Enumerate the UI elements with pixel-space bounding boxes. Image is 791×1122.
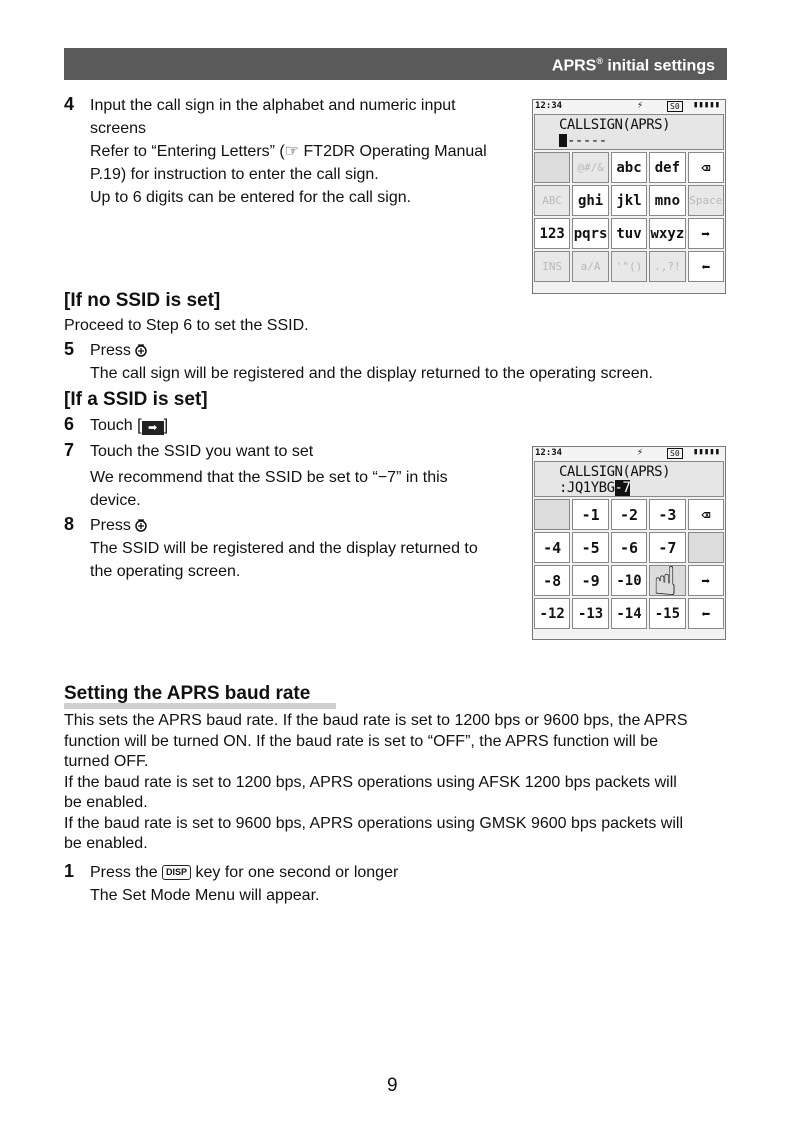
- s0-badge-icon: S0: [667, 101, 683, 112]
- keypad-key[interactable]: -5: [572, 532, 608, 563]
- callsign-input-screen: [532, 99, 726, 294]
- keypad-key[interactable]: pqrs: [572, 218, 608, 249]
- status-bar: 12:34 ⚡ S0 ▮▮▮▮▮: [533, 447, 725, 461]
- keypad-key[interactable]: -4: [534, 532, 570, 563]
- ssid-heading: [If a SSID is set]: [64, 389, 208, 410]
- keypad-key[interactable]: ⌫: [688, 499, 724, 530]
- disp-key-icon: DISP: [162, 865, 191, 880]
- keypad-key[interactable]: a/A: [572, 251, 608, 282]
- keypad-key[interactable]: mno: [649, 185, 685, 216]
- pointing-hand-icon: ☝: [653, 559, 678, 605]
- keypad-key[interactable]: -15: [649, 598, 685, 629]
- keypad-key[interactable]: ⬅: [688, 598, 724, 629]
- keypad-key[interactable]: ABC: [534, 185, 570, 216]
- keypad-key[interactable]: ➡: [688, 565, 724, 596]
- step-number: 7: [64, 440, 75, 460]
- step-number: 8: [64, 514, 75, 534]
- keypad-key[interactable]: 123: [534, 218, 570, 249]
- keypad: [533, 150, 725, 284]
- keypad-key[interactable]: '"(): [611, 251, 647, 282]
- keypad-key[interactable]: abc: [611, 152, 647, 183]
- battery-icon: ▮▮▮▮▮: [693, 447, 721, 457]
- screen-title: CALLSIGN(APRS) -----: [534, 114, 724, 150]
- s0-badge-icon: S0: [667, 448, 683, 459]
- no-ssid-heading: [If no SSID is set]: [64, 290, 221, 311]
- battery-icon: ▮▮▮▮▮: [693, 100, 721, 110]
- step-text: Input the call sign in the alphabet and numeric input screens Refer to “Entering Letters” (☞ FT2DR Operating Manual P.19) for instruction to enter the call sign. Up to 6 digits can be entered for the call sign.: [90, 97, 487, 206]
- keypad-key[interactable]: -7: [649, 532, 685, 563]
- header-bar: [64, 48, 727, 80]
- cursor: [559, 134, 567, 147]
- keypad-key[interactable]: INS: [534, 251, 570, 282]
- keypad-key[interactable]: -14: [611, 598, 647, 629]
- keypad-key[interactable]: ⌫: [688, 152, 724, 183]
- step-text: Press The call sign will be registered and the display returned to the operating screen.: [90, 342, 653, 382]
- keypad: [533, 497, 725, 631]
- keypad-key[interactable]: ➡: [688, 218, 724, 249]
- baud-description: This sets the APRS baud rate. If the baud rate is set to 1200 bps or 9600 bps, the APRS function will be turned ON. If the baud rate is set to “OFF”, the APRS function will be turned OFF. If the baud rate is set to 1200 bps, APRS operations using AFSK 1200 bps packets will be enabled. If the baud rate is set to 9600 bps, APRS operations using GMSK 9600 bps packets will be enabled.: [64, 712, 688, 852]
- arrow-right-icon: ➡: [142, 421, 164, 435]
- keypad-key[interactable]: -2: [611, 499, 647, 530]
- step-number: 6: [64, 414, 75, 434]
- signal-icon: ⚡: [637, 100, 644, 111]
- status-bar: 12:34 ⚡ S0 ▮▮▮▮▮: [533, 100, 725, 114]
- keypad-key[interactable]: jkl: [611, 185, 647, 216]
- step-number: 5: [64, 339, 75, 359]
- keypad-key[interactable]: def: [649, 152, 685, 183]
- keypad-key[interactable]: -13: [572, 598, 608, 629]
- keypad-key[interactable]: -3: [649, 499, 685, 530]
- step-text: Press The SSID will be registered and the display returned to the operating screen.: [90, 517, 478, 580]
- step-number: 4: [64, 94, 75, 114]
- keypad-key[interactable]: [688, 532, 724, 563]
- ssid-select-screen: [532, 446, 726, 640]
- ptt-button-icon: [135, 518, 147, 532]
- keypad-key[interactable]: -12: [534, 598, 570, 629]
- keypad-key[interactable]: .,?!: [649, 251, 685, 282]
- section-title: Setting the APRS baud rate: [64, 683, 311, 704]
- no-ssid-text: Proceed to Step 6 to set the SSID.: [64, 317, 309, 334]
- keypad-key[interactable]: [534, 152, 570, 183]
- keypad-key[interactable]: -10: [611, 565, 647, 596]
- keypad-key[interactable]: @#/&: [572, 152, 608, 183]
- keypad-key[interactable]: -6: [611, 532, 647, 563]
- keypad-key[interactable]: -8: [534, 565, 570, 596]
- screen-title: CALLSIGN(APRS) :JQ1YBG-7: [534, 461, 724, 497]
- signal-icon: ⚡: [637, 447, 644, 458]
- keypad-key[interactable]: tuv: [611, 218, 647, 249]
- keypad-key[interactable]: [534, 499, 570, 530]
- keypad-key[interactable]: ghi: [572, 185, 608, 216]
- keypad-key[interactable]: wxyz: [649, 218, 685, 249]
- step-text: Touch [ ➡ ]: [90, 417, 169, 434]
- step-number: 1: [64, 861, 75, 881]
- step-text: Press the DISP key for one second or longer The Set Mode Menu will appear.: [90, 864, 399, 904]
- page-number: 9: [387, 1075, 398, 1096]
- keypad-key[interactable]: Space: [688, 185, 724, 216]
- step-text: Touch the SSID you want to set We recommend that the SSID be set to “−7” in this device.: [90, 443, 448, 509]
- ptt-button-icon: [135, 343, 147, 357]
- keypad-key[interactable]: ⬅: [688, 251, 724, 282]
- keypad-key[interactable]: -1: [572, 499, 608, 530]
- header-title: APRS® initial settings: [551, 56, 715, 75]
- keypad-key[interactable]: -9: [572, 565, 608, 596]
